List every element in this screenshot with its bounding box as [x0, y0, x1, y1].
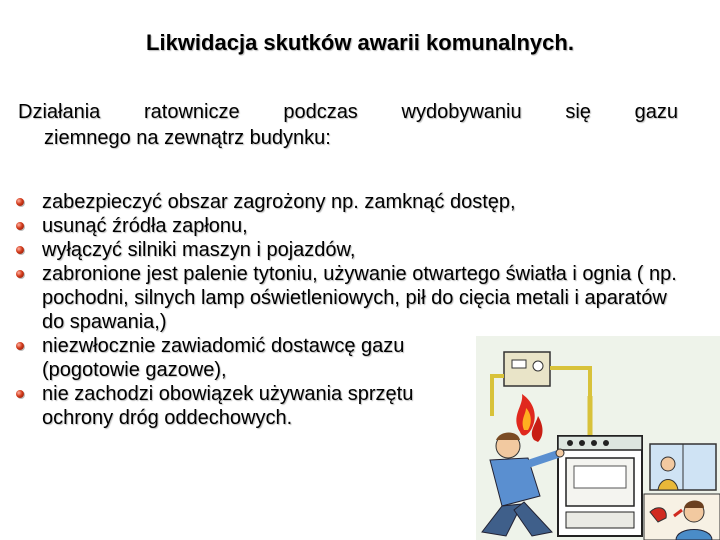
bullet-item — [14, 214, 678, 238]
bullet-text: niezwłocznie zawiadomić dostawcę gazu (pogotowie gazowe), — [42, 335, 405, 381]
bullet-text: zabronione jest palenie tytoniu, używanie otwartego światła i ognia ( np. pochodni, silnych lamp oświetleniowych, pił do cięcia metali i aparatów do spawania,) — [42, 263, 677, 333]
intro-line-1: Działania ratownicze podczas wydobywaniu się gazu — [18, 101, 678, 123]
bullet-icon — [16, 390, 24, 398]
bullet-item — [14, 190, 678, 214]
gas-leak-illustration — [462, 336, 720, 540]
bullet-icon — [16, 222, 24, 230]
bullet-text: nie zachodzi obowiązek używania sprzętu ochrony dróg oddechowych. — [42, 383, 414, 429]
slide-title: Likwidacja skutków awarii komunalnych. — [146, 30, 574, 55]
intro-line-2: ziemnego na zewnątrz budynku: — [44, 127, 331, 149]
bullet-item — [14, 262, 678, 334]
window-icon — [650, 444, 716, 490]
bullet-text: wyłączyć silniki maszyn i pojazdów, — [42, 239, 356, 261]
bullet-icon — [16, 342, 24, 350]
stove-icon — [558, 436, 642, 536]
bullet-text: usunąć źródła zapłonu, — [42, 215, 248, 237]
bullet-icon — [16, 246, 24, 254]
bullet-text: zabezpieczyć obszar zagrożony np. zamknąć dostęp, — [42, 191, 516, 213]
intro-text — [18, 99, 678, 151]
phone-call-figure — [644, 494, 720, 540]
bullet-icon — [16, 198, 24, 206]
bullet-item — [14, 238, 678, 262]
bullet-icon — [16, 270, 24, 278]
